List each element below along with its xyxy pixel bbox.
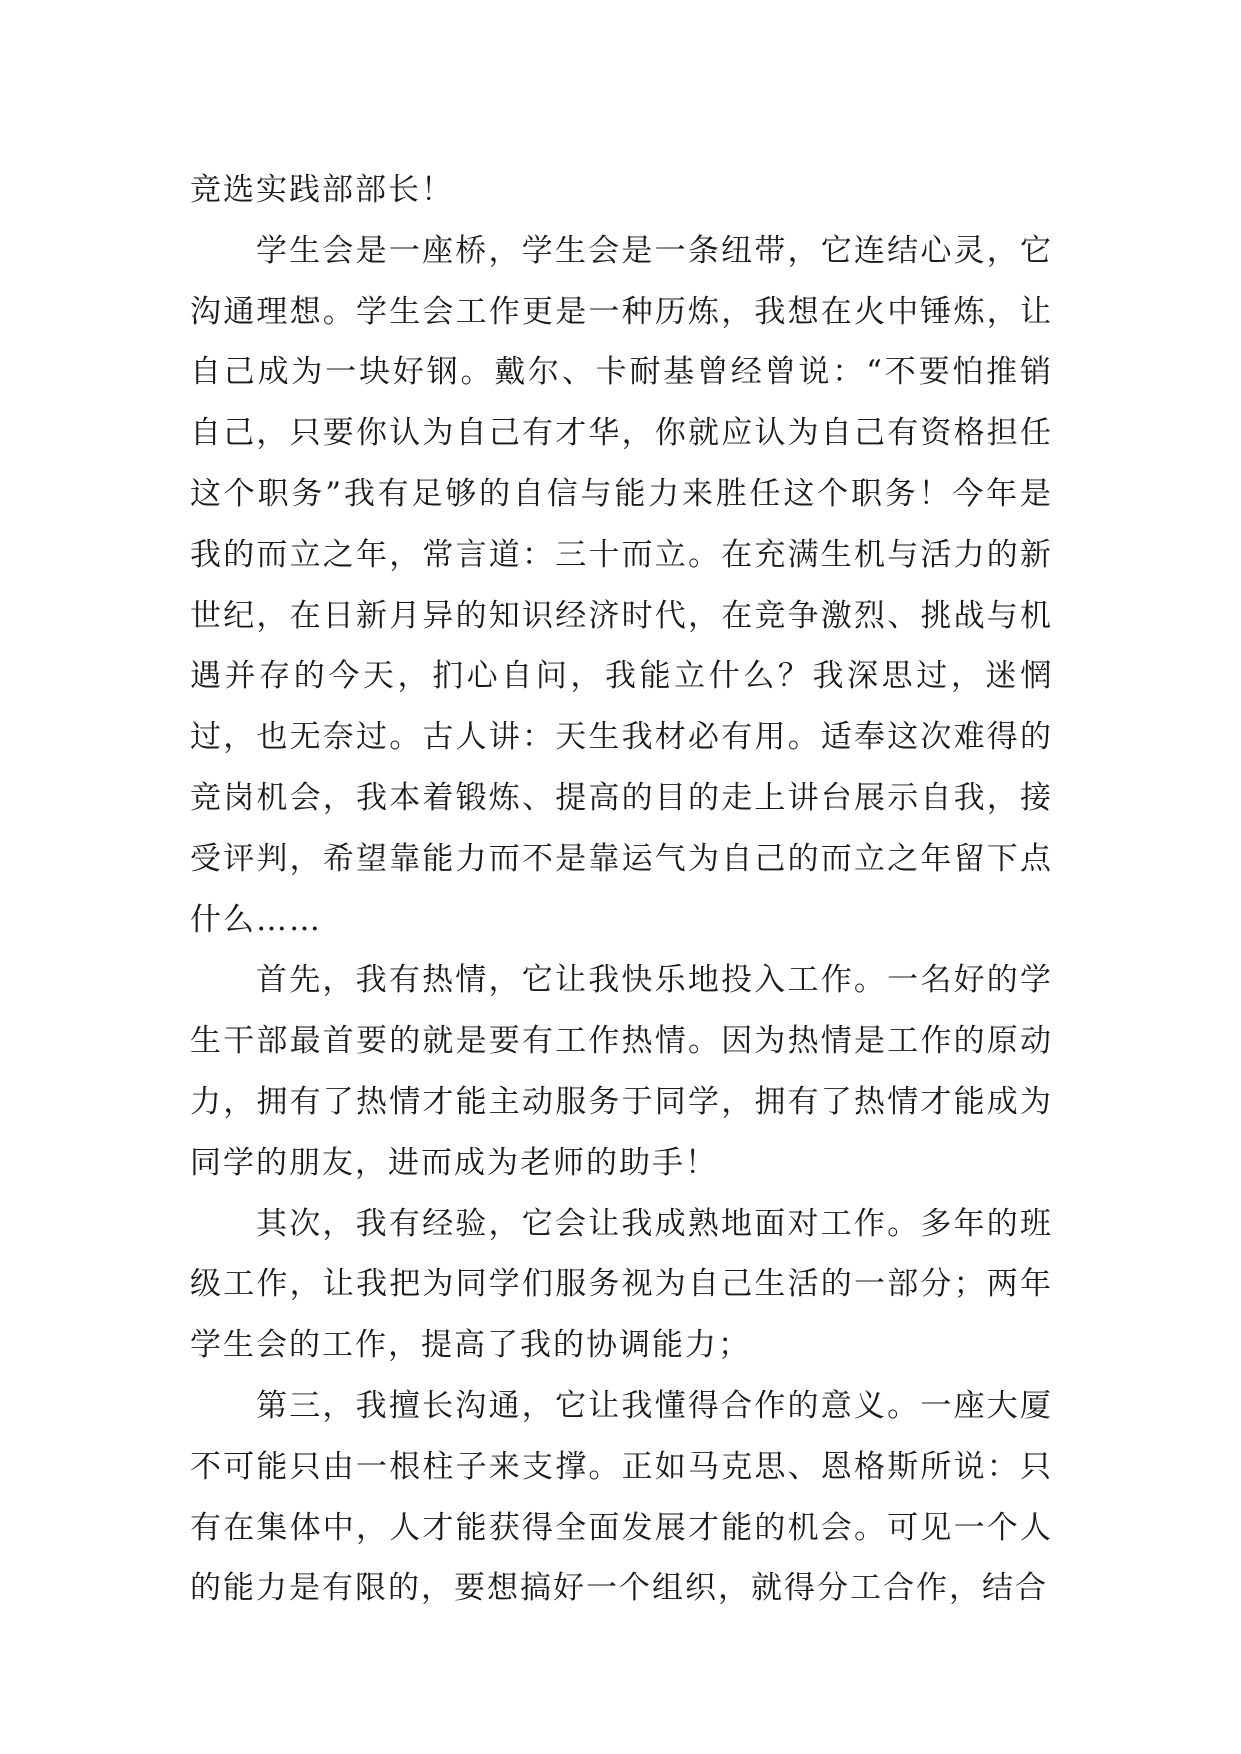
paragraph-experience: 其次，我有经验，它会让我成熟地面对工作。多年的班级工作，让我把为同学们服务视为自己生活的一部分；两年学生会的工作，提高了我的协调能力； <box>190 1205 1053 1364</box>
paragraph-communication: 第三，我擅长沟通，它让我懂得合作的意义。一座大厦不可能只由一根柱子来支撑。正如马克思、恩格斯所说：只有在集体中，人才能获得全面发展才能的机会。可见一个人的能力是有限的，要想搞好一个组织，就得分工合作，结合 <box>190 1387 1053 1607</box>
paragraph-student-union: 学生会是一座桥，学生会是一条纽带，它连结心灵，它沟通理想。学生会工作更是一种历炼，我想在火中锤炼，让自己成为一块好钢。戴尔、卡耐基曾经曾说：“不要怕推销自己，只要你认为自己有才华，你就应认为自己有资格担任这个职务”我有足够的自信与能力来胜任这个职务！今年是我的而立之年，常言道：三十而立。在充满生机与活力的新世纪，在日新月异的知识经济时代，在竞争激烈、挑战与机遇并存的今天，扪心自问，我能立什么？我深思过，迷惘过，也无奈过。古人讲：天生我材必有用。适奉这次难得的竞岗机会，我本着锻炼、提高的目的走上讲台展示自我，接受评判，希望靠能力而不是靠运气为自己的而立之年留下点什么…… <box>190 232 1053 938</box>
document-body <box>190 160 1053 1619</box>
paragraph-passion: 首先，我有热情，它让我快乐地投入工作。一名好的学生干部最首要的就是要有工作热情。因为热情是工作的原动力，拥有了热情才能主动服务于同学，拥有了热情才能成为同学的朋友，进而成为老师的助手！ <box>190 962 1053 1181</box>
paragraph-continuation: 竞选实践部部长！ <box>190 172 454 208</box>
